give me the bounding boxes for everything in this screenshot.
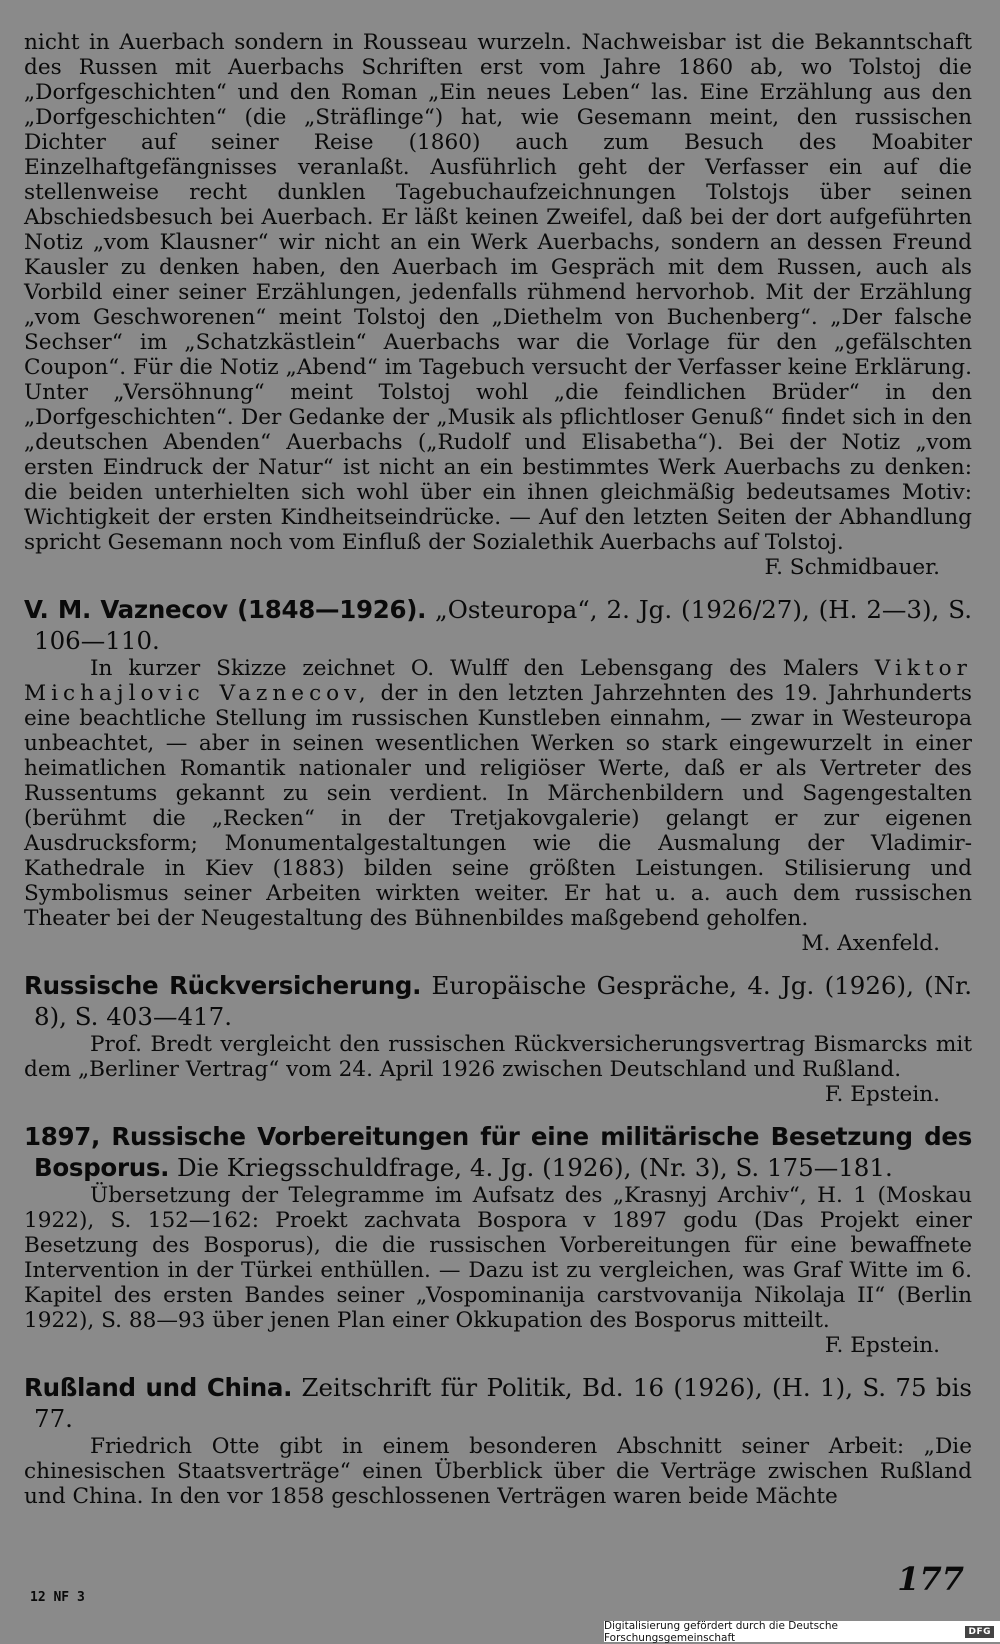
entry-heading (24, 1372, 972, 1434)
dfg-logo-icon: DFG (965, 1626, 994, 1638)
entry-rueckversicherung (24, 970, 972, 1107)
entry-body: Prof. Bredt vergleicht den russischen Rückversicherungsvertrag Bismarcks mit dem „Berliner Vertrag“ vom 24. April 1926 zwischen Deutschland und Rußland. (24, 1032, 972, 1082)
entry-vaznecov (24, 594, 972, 956)
digitization-text: Digitalisierung gefördert durch die Deutsche Forschungsgemeinschaft (604, 1619, 838, 1644)
entry-signature: F. Epstein. (824, 1333, 940, 1358)
page-number: 177 (897, 1560, 964, 1598)
entry-title: Rußland und China. (24, 1373, 293, 1402)
entry-russland-china (24, 1372, 972, 1509)
document-page (24, 30, 972, 1509)
entry-body-start: In kurzer Skizze zeichnet O. Wulff den Lebensgang des Malers (90, 656, 859, 681)
intro-paragraph: nicht in Auerbach sondern in Rousseau wurzeln. Nachweisbar ist die Bekanntschaft des Russen mit Auerbachs Schriften erst vom Jahre 1860 ab, wo Tolstoj die „Dorfgeschichten“ und den Roman „Ein neues Leben“ las. Eine Erzählung aus den „Dorfgeschichten“ (die „Sträflinge“) hat, wie Gesemann meint, den russischen Dichter auf seiner Reise (1860) auch zum Besuch des Moabiter Einzelhaftgefängnisses veranlaßt. Ausführlich geht der Verfasser ein auf die stellenweise recht dunklen Tagebuchaufzeichnungen Tolstojs über seinen Abschiedsbesuch bei Auerbach. Er läßt keinen Zweifel, daß bei der dort aufgeführten Notiz „vom Klausner“ wir nicht an ein Werk Auerbachs, sondern an dessen Freund Kausler zu denken haben, den Auerbach im Gespräch mit dem Russen, auch als Vorbild einer seiner Erzählungen, jedenfalls rühmend hervorhob. Mit der Erzählung „vom Geschworenen“ meint Tolstoj den „Diethelm von Buchenberg“. „Der falsche Sechser“ im „Schatzkästlein“ Auerbachs war die Vorlage für den „gefälschten Coupon“. Für die Notiz „Abend“ im Tagebuch versucht der Verfasser keine Erklärung. Unter „Versöhnung“ meint Tolstoj wohl „die feindlichen Brüder“ in den „Dorfgeschichten“. Der Gedanke der „Musik als pflichtloser Genuß“ findet sich in den „deutschen Abenden“ Auerbachs („Rudolf und Elisabetha“). Bei der Notiz „vom ersten Eindruck der Natur“ ist nicht an ein bestimmtes Werk Auerbachs zu denken: die beiden unterhielten sich wohl über ein ihnen gleichmäßig bedeutsames Motiv: Wichtigkeit der ersten Kindheitseindrücke. — Auf den letzten Seiten der Abhandlung spricht Gesemann noch vom Einfluß der Sozialethik Auerbachs auf Tolstoj. (24, 30, 972, 555)
entry-body-name: Viktor Michajlovic Vaznecov, (24, 656, 972, 706)
entry-signature: F. Epstein. (824, 1082, 940, 1107)
entry-title: Russische Rückversicherung. (24, 971, 422, 1000)
entry-body-rest: der in den letzten Jahrzehnten des 19. Jahrhunderts eine beachtliche Stellung im russischen Kunstleben einnahm, — zwar in Westeuropa unbeachtet, — aber in seinen wesentlichen Werken so stark eingewurzelt in einer heimatlichen Romantik nationaler und religiöser Werte, daß er als Vertreter des Russentums gekannt zu sein verdient. In Märchenbildern und Sagengestalten (berühmt die „Recken“ in der Tretjakovgalerie) gelangt er zur eigenen Ausdrucksform; Monumentalgestaltungen wie die Ausmalung der Vladimir-Kathedrale in Kiev (1883) bilden seine größten Leistungen. Stilisierung und Symbolismus seiner Arbeiten wirkten weiter. Er hat u. a. auch dem russischen Theater bei der Neugestaltung des Bühnenbildes maßgebend geholfen. (24, 681, 972, 931)
entry-heading (24, 970, 972, 1032)
entry-source: „Osteuropa“, 2. Jg. (1926/27), (H. 2—3), S. 106—110. (34, 595, 972, 655)
entry-body: Friedrich Otte gibt in einem besonderen Abschnitt seiner Arbeit: „Die chinesischen Staatsverträge“ einen Überblick über die Verträge zwischen Rußland und China. In den vor 1858 geschlossenen Verträgen waren beide Mächte (24, 1434, 972, 1509)
entry-title: 1897, Russische Vorbereitungen für eine militärische Besetzung des Bosporus. (24, 1122, 972, 1182)
entry-heading (24, 594, 972, 656)
entry-title: V. M. Vaznecov (1848—1926). (24, 595, 427, 624)
entry-source: Die Kriegsschuldfrage, 4. Jg. (1926), (Nr. 3), S. 175—181. (176, 1153, 893, 1182)
entry-heading (24, 1121, 972, 1183)
entry-body (24, 656, 972, 931)
signature-mark: 12 NF 3 (30, 1590, 85, 1605)
entry-body: Übersetzung der Telegramme im Aufsatz des „Krasnyj Archiv“, H. 1 (Moskau 1922), S. 152—162: Proekt zachvata Bospora v 1897 godu (Das Projekt einer Besetzung des Bosporus), die die russischen Vorbereitungen für eine bewaffnete Intervention in der Türkei enthüllen. — Dazu ist zu vergleichen, was Graf Witte im 6. Kapitel des ersten Bandes seiner „Vospominanija carstvovanija Nikolaja II“ (Berlin 1922), S. 88—93 über jenen Plan einer Okkupation des Bosporus mitteilt. (24, 1183, 972, 1333)
digitization-banner (604, 1621, 1000, 1642)
entry-bosporus (24, 1121, 972, 1358)
intro-signature: F. Schmidbauer. (764, 555, 940, 580)
entry-source: Europäische Gespräche, 4. Jg. (1926), (Nr. 8), S. 403—417. (34, 971, 972, 1031)
entry-source: Zeitschrift für Politik, Bd. 16 (1926), (H. 1), S. 75 bis 77. (34, 1373, 972, 1433)
entry-signature: M. Axenfeld. (801, 931, 940, 956)
